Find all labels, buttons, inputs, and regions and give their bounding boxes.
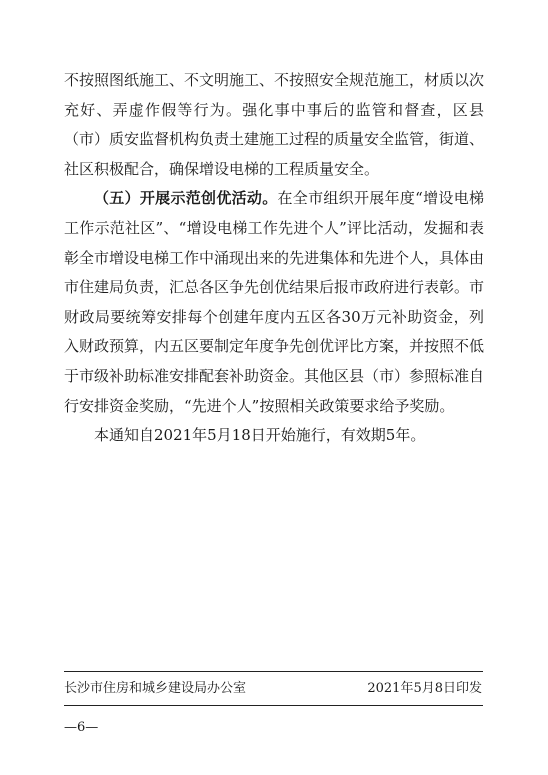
footer-issuer: 长沙市住房和城乡建设局办公室 (64, 681, 247, 696)
section-body: 在全市组织开展年度“增设电梯工作示范社区”、“增设电梯工作先进个人”评比活动，发掘和表彰全市增设电梯工作中涌现出来的先进集体和先进个人，具体由市住建局负责，汇总各区争先创优结果后报市政府进行表彰。市财政局要统筹安排每个创建年度内五区各30万元补助资金，列入财政预算，内五区要制定年度争先创优评比方案，并按照不低于市级补助标准安排配套补助资金。其他区县（市）参照标准自行安排资金奖励，“先进个人”按照相关政策要求给予奖励。 (64, 189, 485, 415)
footer-top-rule (64, 671, 483, 672)
body-text (64, 66, 484, 451)
footer-issue-date: 2021年5月8日印发 (367, 681, 482, 696)
section-heading: （五）开展示范创优活动。 (94, 189, 278, 208)
paragraph-section-five (64, 184, 484, 421)
paragraph-continuation: 不按照图纸施工、不文明施工、不按照安全规范施工，材质以次充好、弄虚作假等行为。强化事中事后的监管和督查，区县（市）质安监督机构负责土建施工过程的质量安全监管，街道、社区积极配合，确保增设电梯的工程质量安全。 (64, 71, 485, 178)
paragraph-effective-date: 本通知自2021年5月18日开始施行，有效期5年。 (94, 426, 426, 445)
page-number: —6— (64, 720, 99, 735)
footer-bottom-rule (64, 705, 483, 706)
